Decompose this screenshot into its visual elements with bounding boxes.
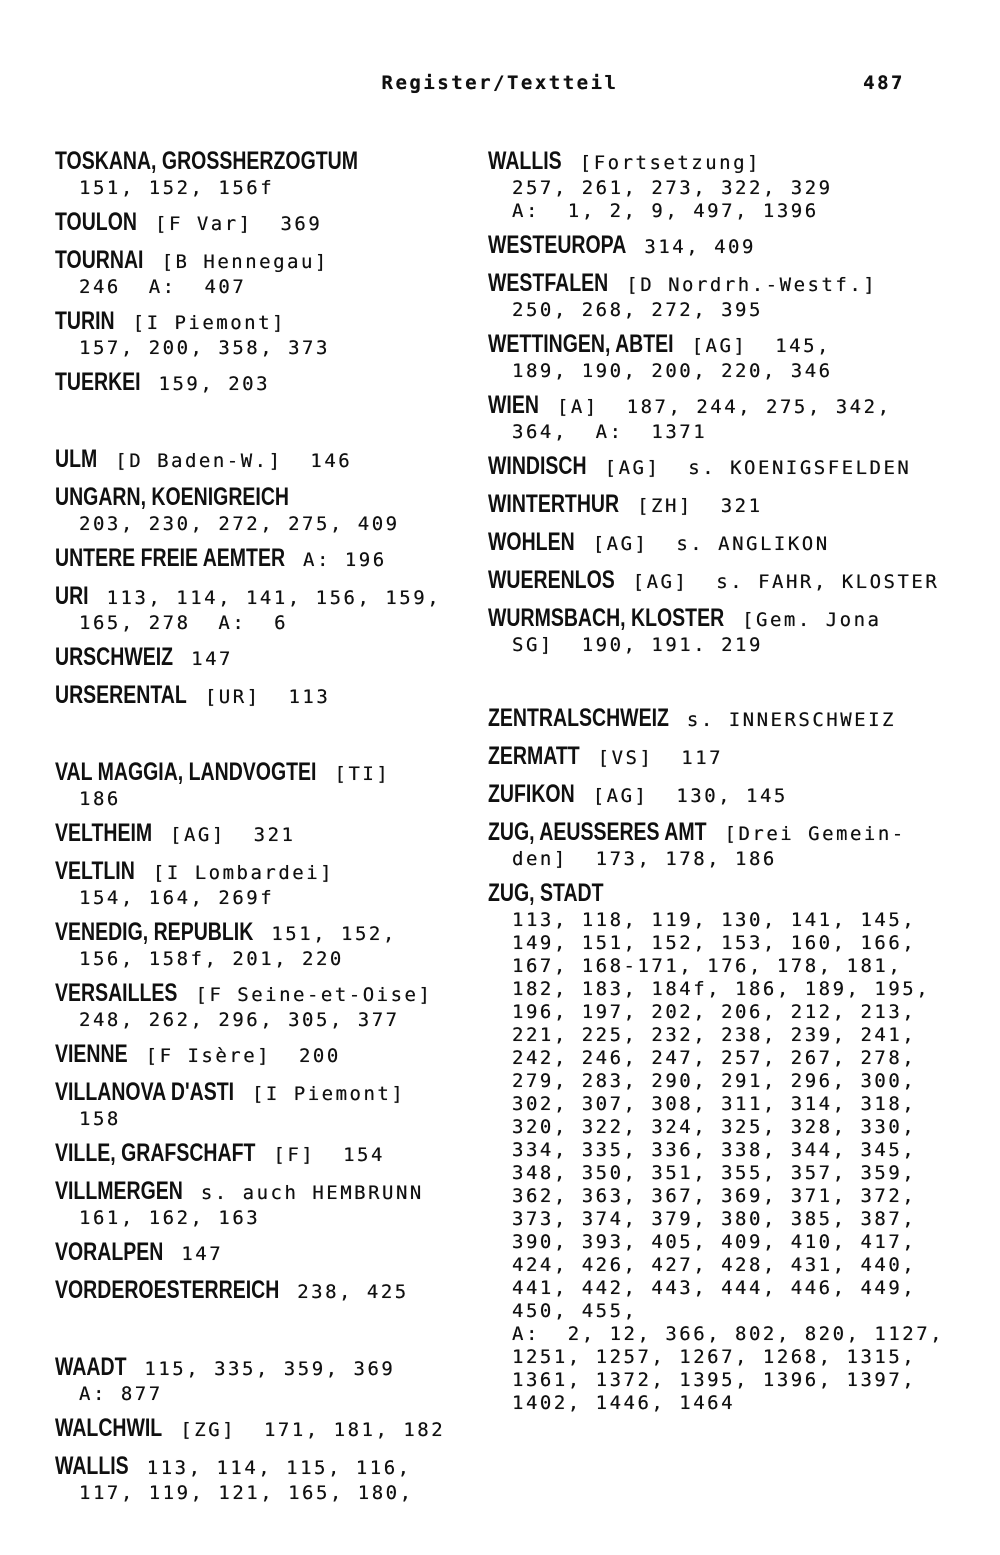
entry-headword: VILLMERGEN <box>55 1177 183 1205</box>
index-entry <box>488 491 983 520</box>
index-entry <box>55 644 487 673</box>
entry-first-line <box>55 1453 487 1482</box>
entry-first-line <box>55 209 487 238</box>
index-entry <box>488 743 983 772</box>
entry-continuation-line: 154, 164, 269f <box>79 887 275 909</box>
entry-continuation-line: 441, 442, 443, 444, 446, 449, <box>512 1277 917 1299</box>
entry-headword: VORALPEN <box>55 1238 164 1266</box>
entry-references: [AG] s. ANGLIKON <box>592 533 830 555</box>
entry-references: [AG] s. FAHR, KLOSTER <box>632 571 940 593</box>
entry-headword: VILLANOVA D'ASTI <box>55 1078 235 1106</box>
entry-first-line <box>488 148 983 177</box>
entry-references: [I Piemont] <box>251 1083 406 1105</box>
entry-references: [F Seine-et-Oise] <box>195 984 433 1006</box>
entry-references: s. auch HEMBRUNN <box>200 1182 424 1204</box>
entry-continuation-line: 320, 322, 324, 325, 328, 330, <box>512 1116 917 1138</box>
entry-references: 115, 335, 359, 369 <box>144 1358 396 1380</box>
entry-headword: TURIN <box>55 307 115 335</box>
entry-continuation-line: 165, 278 A: 6 <box>79 612 289 634</box>
index-entry <box>55 308 487 360</box>
entry-continuation-line: 424, 426, 427, 428, 431, 440, <box>512 1254 917 1276</box>
index-entry <box>488 148 983 223</box>
index-entry <box>488 705 983 734</box>
entry-first-line <box>488 392 983 421</box>
entry-references: 113, 114, 115, 116, <box>146 1457 412 1479</box>
index-entry <box>55 148 487 200</box>
entry-continuation-line: 158 <box>79 1108 121 1130</box>
entry-references: [AG] 130, 145 <box>592 785 788 807</box>
entry-references: [F Isère] 200 <box>145 1045 341 1067</box>
entry-references: 151, 152, <box>271 923 397 945</box>
entry-continuation-line: 157, 200, 358, 373 <box>79 337 330 359</box>
entry-headword: WESTFALEN <box>488 269 609 297</box>
entry-first-line <box>55 1277 487 1306</box>
entry-first-line <box>488 819 983 848</box>
entry-continuation-line: 196, 197, 202, 206, 212, 213, <box>512 1001 917 1023</box>
entry-first-line <box>55 682 487 711</box>
entry-references: [AG] 145, <box>691 335 831 357</box>
entry-continuation-line: den] 173, 178, 186 <box>512 848 777 870</box>
entry-headword: URI <box>55 582 89 610</box>
entry-continuation-line: 113, 118, 119, 130, 141, 145, <box>512 909 917 931</box>
entry-continuation-line: 250, 268, 272, 395 <box>512 299 763 321</box>
entry-first-line <box>55 369 487 398</box>
entry-references: [ZH] 321 <box>637 495 763 517</box>
entry-headword: ZUG, AEUSSERES AMT <box>488 818 707 846</box>
entry-references: [D Nordrh.-Westf.] <box>626 274 878 296</box>
index-entry <box>488 232 983 261</box>
entry-continuation-line: 248, 262, 296, 305, 377 <box>79 1009 400 1031</box>
entry-headword: UNGARN, KOENIGREICH <box>55 483 290 511</box>
entry-headword: UNTERE FREIE AEMTER <box>55 544 286 572</box>
index-entry <box>55 583 487 635</box>
index-entry <box>55 484 487 536</box>
entry-references: 147 <box>181 1243 224 1265</box>
entry-headword: WIEN <box>488 391 539 419</box>
entry-references: [VS] 117 <box>597 747 724 769</box>
entry-headword: VELTLIN <box>55 857 135 885</box>
index-entry <box>55 919 487 971</box>
page-header <box>0 72 1000 100</box>
entry-references: [B Hennegau] <box>161 251 329 273</box>
entry-headword: ZUFIKON <box>488 780 575 808</box>
entry-references: [AG] s. KOENIGSFELDEN <box>604 457 912 479</box>
entry-headword: VELTHEIM <box>55 819 153 847</box>
entry-references: [D Baden-W.] 146 <box>115 450 353 472</box>
index-entry <box>55 1178 487 1230</box>
entry-headword: WOHLEN <box>488 528 575 556</box>
entry-continuation-line: 117, 119, 121, 165, 180, <box>79 1482 414 1504</box>
entry-continuation-line: 189, 190, 200, 220, 346 <box>512 360 833 382</box>
index-entry <box>488 453 983 482</box>
index-entry <box>55 1140 487 1169</box>
index-entry <box>55 209 487 238</box>
entry-headword: WALLIS <box>55 1452 129 1480</box>
entry-headword: VILLE, GRAFSCHAFT <box>55 1139 256 1167</box>
index-entry <box>488 880 983 1415</box>
entry-continuation-line: 334, 335, 336, 338, 344, 345, <box>512 1139 917 1161</box>
entry-first-line <box>488 529 983 558</box>
index-entry <box>55 980 487 1032</box>
entry-first-line <box>55 1415 487 1444</box>
entry-first-line <box>55 484 487 513</box>
entry-first-line <box>488 743 983 772</box>
entry-first-line <box>55 1239 487 1268</box>
entry-references: 113, 114, 141, 156, 159, <box>106 587 442 609</box>
entry-headword: TOULON <box>55 208 137 236</box>
entry-references: [AG] 321 <box>170 824 296 846</box>
entry-headword: URSERENTAL <box>55 681 187 709</box>
index-entry <box>55 369 487 398</box>
entry-first-line <box>55 759 487 788</box>
entry-references: [Gem. Jona <box>742 609 882 631</box>
entry-first-line <box>55 446 487 475</box>
index-entry <box>55 820 487 849</box>
entry-first-line <box>55 858 487 887</box>
entry-references: s. INNERSCHWEIZ <box>686 709 896 731</box>
entry-headword: WAADT <box>55 1353 127 1381</box>
entry-headword: WALLIS <box>488 147 562 175</box>
entry-continuation-line: A: 2, 12, 366, 802, 820, 1127, <box>512 1323 945 1345</box>
entry-first-line <box>488 605 983 634</box>
entry-references: [Drei Gemein- <box>724 823 906 845</box>
entry-references: [F Var] 369 <box>155 213 323 235</box>
index-entry <box>488 270 983 322</box>
entry-continuation-line: A: 1, 2, 9, 497, 1396 <box>512 200 819 222</box>
entry-headword: WINDISCH <box>488 452 587 480</box>
entry-continuation-line: 182, 183, 184f, 186, 189, 195, <box>512 978 931 1000</box>
entry-first-line <box>55 644 487 673</box>
entry-continuation-line: 151, 152, 156f <box>79 177 275 199</box>
entry-continuation-line: 186 <box>79 788 121 810</box>
entry-headword: ULM <box>55 445 98 473</box>
entry-continuation-line: 450, 455, <box>512 1300 638 1322</box>
entry-headword: VERSAILLES <box>55 979 178 1007</box>
entry-references: [TI] <box>334 763 391 785</box>
entry-continuation-line: 302, 307, 308, 311, 314, 318, <box>512 1093 917 1115</box>
index-entry <box>55 759 487 811</box>
entry-continuation-line: 167, 168-171, 176, 178, 181, <box>512 955 903 977</box>
entry-references: 159, 203 <box>158 373 271 395</box>
entry-first-line <box>488 232 983 261</box>
index-entry <box>488 605 983 657</box>
entry-headword: TOSKANA, GROSSHERZOGTUM <box>55 147 358 175</box>
page-number: 487 <box>863 72 905 94</box>
entry-first-line <box>55 1354 487 1383</box>
entry-continuation-line: 246 A: 407 <box>79 276 247 298</box>
entry-headword: TUERKEI <box>55 368 141 396</box>
index-entry <box>55 682 487 711</box>
entry-first-line <box>488 491 983 520</box>
entry-references: [I Lombardei] <box>152 862 335 884</box>
entry-references: A: 196 <box>303 549 387 571</box>
entry-first-line <box>55 247 487 276</box>
entry-headword: URSCHWEIZ <box>55 643 174 671</box>
entry-headword: VIENNE <box>55 1040 128 1068</box>
entry-headword: TOURNAI <box>55 246 144 274</box>
entry-first-line <box>55 308 487 337</box>
entry-continuation-line: 1361, 1372, 1395, 1396, 1397, <box>512 1369 917 1391</box>
entry-first-line <box>488 705 983 734</box>
entry-first-line <box>55 148 487 177</box>
entry-continuation-line: 1402, 1446, 1464 <box>512 1392 736 1414</box>
entry-references: 238, 425 <box>297 1281 409 1303</box>
entry-headword: VORDEROESTERREICH <box>55 1276 280 1304</box>
entry-first-line <box>488 880 983 909</box>
entry-headword: WALCHWIL <box>55 1414 163 1442</box>
entry-first-line <box>488 331 983 360</box>
entry-headword: WUERENLOS <box>488 566 615 594</box>
index-entry <box>55 1239 487 1268</box>
entry-continuation-line: A: 877 <box>79 1383 163 1405</box>
entry-continuation-line: 1251, 1257, 1267, 1268, 1315, <box>512 1346 917 1368</box>
entry-continuation-line: 390, 393, 405, 409, 410, 417, <box>512 1231 917 1253</box>
index-column-right <box>488 148 983 1415</box>
entry-continuation-line: 348, 350, 351, 355, 357, 359, <box>512 1162 917 1184</box>
entry-first-line <box>488 270 983 299</box>
index-entry <box>55 1277 487 1306</box>
entry-continuation-line: 156, 158f, 201, 220 <box>79 948 344 970</box>
entry-continuation-line: 257, 261, 273, 322, 329 <box>512 177 833 199</box>
entry-first-line <box>55 1178 487 1207</box>
entry-headword: ZERMATT <box>488 742 580 770</box>
index-entry <box>55 545 487 574</box>
entry-headword: ZENTRALSCHWEIZ <box>488 704 669 732</box>
entry-first-line <box>55 1079 487 1108</box>
index-entry <box>55 446 487 475</box>
entry-continuation-line: 362, 363, 367, 369, 371, 372, <box>512 1185 917 1207</box>
entry-headword: WESTEUROPA <box>488 231 627 259</box>
index-entry <box>488 331 983 383</box>
entry-first-line <box>488 453 983 482</box>
index-entry <box>55 1079 487 1131</box>
index-entry <box>55 1415 487 1444</box>
entry-references: [Fortsetzung] <box>579 152 761 174</box>
entry-references: [UR] 113 <box>204 686 331 708</box>
entry-continuation-line: 149, 151, 152, 153, 160, 166, <box>512 932 917 954</box>
entry-headword: WINTERTHUR <box>488 490 620 518</box>
entry-continuation-line: 242, 246, 247, 257, 267, 278, <box>512 1047 917 1069</box>
entry-headword: VENEDIG, REPUBLIK <box>55 918 254 946</box>
entry-continuation-line: 364, A: 1371 <box>512 421 708 443</box>
index-entry <box>55 1041 487 1070</box>
index-entry <box>488 392 983 444</box>
entry-continuation-line: 161, 162, 163 <box>79 1207 261 1229</box>
entry-first-line <box>55 545 487 574</box>
entry-continuation-line: 279, 283, 290, 291, 296, 300, <box>512 1070 917 1092</box>
index-entry <box>488 529 983 558</box>
index-entry <box>488 781 983 810</box>
entry-first-line <box>55 1041 487 1070</box>
entry-first-line <box>55 820 487 849</box>
index-entry <box>55 858 487 910</box>
entry-continuation-line: 203, 230, 272, 275, 409 <box>79 513 400 535</box>
entry-first-line <box>488 781 983 810</box>
index-entry <box>55 247 487 299</box>
entry-references: 314, 409 <box>644 236 756 258</box>
entry-headword: ZUG, STADT <box>488 879 604 907</box>
entry-references: [ZG] 171, 181, 182 <box>180 1419 446 1441</box>
index-entry <box>488 819 983 871</box>
entry-references: [I Piemont] <box>132 312 286 334</box>
entry-first-line <box>488 567 983 596</box>
entry-references: [F] 154 <box>273 1144 385 1166</box>
entry-headword: WETTINGEN, ABTEI <box>488 330 674 358</box>
index-column-left <box>55 148 487 1505</box>
entry-references: 147 <box>191 648 233 670</box>
entry-first-line <box>55 583 487 612</box>
index-entry <box>488 567 983 596</box>
entry-first-line <box>55 980 487 1009</box>
entry-continuation-line: 221, 225, 232, 238, 239, 241, <box>512 1024 917 1046</box>
entry-continuation-line: 373, 374, 379, 380, 385, 387, <box>512 1208 917 1230</box>
entry-first-line <box>55 919 487 948</box>
index-entry <box>55 1453 487 1505</box>
entry-headword: WURMSBACH, KLOSTER <box>488 604 725 632</box>
entry-first-line <box>55 1140 487 1169</box>
entry-continuation-line: SG] 190, 191. 219 <box>512 634 763 656</box>
running-header-title: Register/Textteil <box>381 72 619 94</box>
entry-headword: VAL MAGGIA, LANDVOGTEI <box>55 758 317 786</box>
entry-references: [A] 187, 244, 275, 342, <box>556 396 892 418</box>
index-entry <box>55 1354 487 1406</box>
